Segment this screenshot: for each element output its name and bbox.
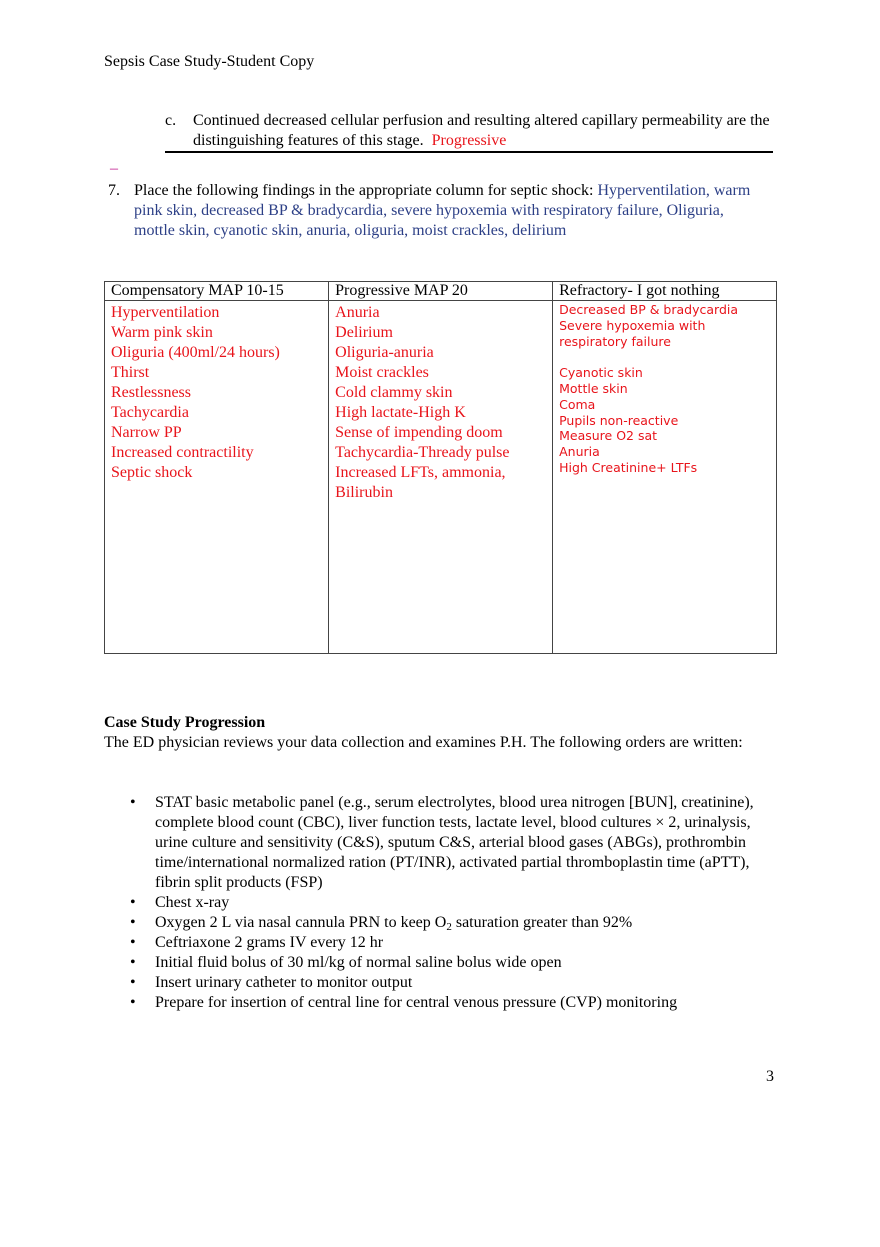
header-compensatory: Compensatory MAP 10-15 — [105, 282, 329, 301]
item-c-marker: c. — [165, 112, 177, 129]
progressive-column — [329, 301, 553, 654]
finding: Anuria — [335, 304, 380, 321]
finding: Bilirubin — [335, 484, 393, 501]
finding: Coma — [559, 396, 596, 412]
stray-dash: – — [110, 160, 118, 177]
oxygen-text-end: saturation greater than 92% — [451, 914, 633, 931]
finding: Warm pink skin — [111, 324, 213, 341]
order-item: • Prepare for insertion of central line for central venous pressure (CVP) monitoring — [104, 993, 776, 1013]
header-progressive: Progressive MAP 20 — [329, 282, 553, 301]
finding: Increased contractility — [111, 444, 254, 461]
refractory-column — [553, 301, 777, 654]
question-7-findings: Hyperventilation, warm pink skin, decreased BP & bradycardia, severe hypoxemia with respiratory failure, Oliguria, mottle skin, cyanotic skin, anuria, oliguria, moist crackles, delirium — [134, 182, 751, 239]
oxygen-subscript: 2 — [446, 921, 452, 933]
finding: Delirium — [335, 324, 393, 341]
finding: Cold clammy skin — [335, 384, 453, 401]
question-7-prompt: Place the following findings in the appropriate column for septic shock: — [134, 182, 594, 199]
spacer — [559, 349, 770, 365]
finding: Pupils non-reactive — [559, 412, 679, 428]
finding: Sense of impending doom — [335, 424, 503, 441]
order-item — [104, 913, 776, 933]
finding: Severe hypoxemia with respiratory failure — [559, 317, 706, 349]
finding: Hyperventilation — [111, 304, 220, 321]
finding: Tachycardia — [111, 404, 189, 421]
finding: Oliguria-anuria — [335, 344, 434, 361]
question-7-number: 7. — [108, 182, 120, 199]
order-item: • STAT basic metabolic panel (e.g., serum electrolytes, blood urea nitrogen [BUN], creatinine), complete blood count (CBC), liver function tests, lactate level, blood cultures × 2, urinalysis, urine culture and sensitivity (C&S), sputum C&S, arterial blood gases (ABGs), prothrombin time/international normalized ration (PT/INR), activated partial thromboplastin time (aPTT), fibrin split products (FSP) — [104, 793, 776, 893]
finding: Cyanotic skin — [559, 365, 643, 381]
header-refractory: Refractory- I got nothing — [553, 282, 777, 301]
orders-list — [104, 793, 776, 1013]
item-c-text — [193, 111, 773, 151]
finding: High lactate-High K — [335, 404, 466, 421]
finding: High Creatinine+ LTFs — [559, 459, 698, 475]
finding: Mottle skin — [559, 380, 628, 396]
finding: Tachycardia-Thready pulse — [335, 444, 510, 461]
finding: Moist crackles — [335, 364, 429, 381]
divider — [165, 151, 773, 153]
section-intro: The ED physician reviews your data collection and examines P.H. The following orders are written: — [104, 734, 743, 751]
finding: Decreased BP & bradycardia — [559, 302, 739, 317]
section-heading: Case Study Progression — [104, 714, 266, 731]
finding: Narrow PP — [111, 424, 182, 441]
order-item: • Ceftriaxone 2 grams IV every 12 hr — [104, 933, 776, 953]
finding: Thirst — [111, 364, 150, 381]
septic-shock-table — [104, 281, 777, 654]
item-c-answer: Progressive — [431, 132, 507, 149]
order-item: • Initial fluid bolus of 30 ml/kg of normal saline bolus wide open — [104, 953, 776, 973]
finding: Oliguria (400ml/24 hours) — [111, 344, 280, 361]
oxygen-text: Oxygen 2 L via nasal cannula PRN to keep O — [155, 914, 447, 931]
page-header: Sepsis Case Study-Student Copy — [104, 53, 315, 70]
finding: Increased LFTs, ammonia, — [335, 464, 506, 481]
compensatory-column — [105, 301, 329, 654]
order-item: • Insert urinary catheter to monitor output — [104, 973, 776, 993]
question-7 — [134, 181, 764, 241]
page-number: 3 — [766, 1068, 774, 1085]
finding: Restlessness — [111, 384, 191, 401]
order-item: • Chest x-ray — [104, 893, 776, 913]
finding: Measure O2 sat — [559, 428, 658, 444]
finding: Anuria — [559, 444, 600, 460]
finding: Septic shock — [111, 464, 193, 481]
item-c-question: Continued decreased cellular perfusion and resulting altered capillary permeability are the distinguishing features of this stage. — [193, 112, 770, 149]
